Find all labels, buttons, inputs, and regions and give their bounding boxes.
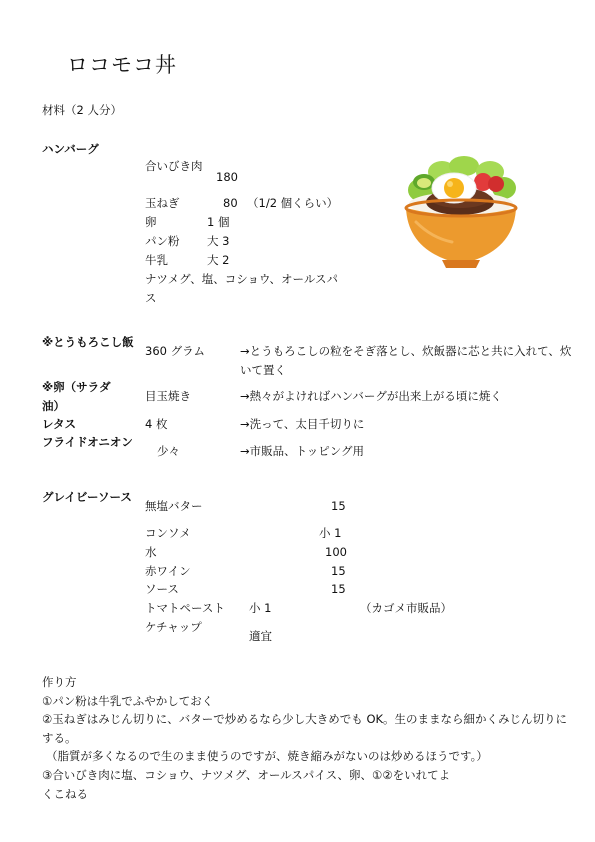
ingredient-name: トマトペースト	[145, 601, 225, 615]
ingredient-name: コンソメ	[145, 526, 191, 540]
spice-list: ナツメグ、塩、コショウ、オールスパス	[145, 272, 338, 305]
extra-amount: 目玉焼き	[145, 389, 191, 403]
ingredient-name: パン粉	[145, 234, 180, 248]
extra-note: →洗って、太目千切りに	[240, 417, 365, 431]
ingredient-name: 玉ねぎ	[145, 196, 180, 210]
ingredient-name: 牛乳	[145, 253, 168, 267]
gravy-heading: グレイビーソース	[42, 490, 132, 504]
ingredient-name: ソース	[145, 582, 179, 596]
ingredient-amount: 小 1	[319, 526, 342, 540]
ingredient-amount: 180	[216, 170, 238, 184]
page-title: ロコモコ丼	[67, 53, 177, 77]
ingredient-note: （1/2 個くらい）	[247, 196, 339, 210]
ingredient-name: 水	[145, 545, 157, 559]
method-step: ③合いびき肉に塩、コショウ、ナツメグ、オールスパイス、卵、①②をいれてよくこねる	[42, 768, 451, 801]
extra-amount: 4 枚	[145, 417, 168, 431]
ingredient-amount: 小 1	[249, 601, 272, 615]
hamburg-heading: ハンバーグ	[42, 142, 99, 156]
ingredient-name: ケチャップ	[145, 620, 202, 634]
ingredient-amount: 適宜	[249, 629, 272, 643]
ingredient-name: 赤ワイン	[145, 564, 191, 578]
extra-amount: 360 グラム	[145, 344, 205, 358]
ingredient-amount: 大 3	[207, 234, 230, 248]
extra-amount: 少々	[157, 444, 180, 458]
ingredient-note: （カゴメ市販品）	[360, 601, 452, 615]
loco-moco-bowl-icon	[402, 152, 520, 270]
extra-note: →熱々がよければハンバーグが出来上がる頃に焼く	[240, 389, 502, 403]
method-step: ①パン粉は牛乳でふやかしておく	[42, 694, 214, 708]
method-step: ②玉ねぎはみじん切りに、バターで炒めるなら少し大きめでも OK。生のままなら細かくみじん切りにする。	[42, 712, 568, 745]
extra-label: ※卵（サラダ油）	[42, 380, 111, 413]
servings-label: 材料（2 人分）	[42, 103, 122, 117]
ingredient-name: 無塩バター	[145, 499, 203, 513]
extra-note: →市販品、トッピング用	[240, 444, 365, 458]
ingredient-amount: 1 個	[207, 215, 230, 229]
ingredient-name: 卵	[145, 215, 157, 229]
ingredient-amount: 80	[223, 196, 238, 210]
ingredient-amount: 15	[331, 582, 346, 596]
ingredient-amount: 15	[331, 499, 346, 513]
ingredient-amount: 100	[325, 545, 347, 559]
method-step: （脂質が多くなるので生のまま使うのですが、焼き縮みがないのは炒めるほうです。）	[46, 749, 488, 763]
extra-label: レタス	[42, 417, 77, 431]
extra-label: フライドオニオン	[42, 435, 133, 449]
ingredient-name: 合いびき肉	[145, 159, 203, 173]
method-heading: 作り方	[42, 675, 77, 689]
ingredient-amount: 大 2	[207, 253, 230, 267]
extra-label: ※とうもろこし飯	[42, 335, 134, 349]
extra-note: →とうもろこしの粒をそぎ落とし、炊飯器に芯と共に入れて、炊いて置く	[240, 344, 572, 377]
ingredient-amount: 15	[331, 564, 346, 578]
